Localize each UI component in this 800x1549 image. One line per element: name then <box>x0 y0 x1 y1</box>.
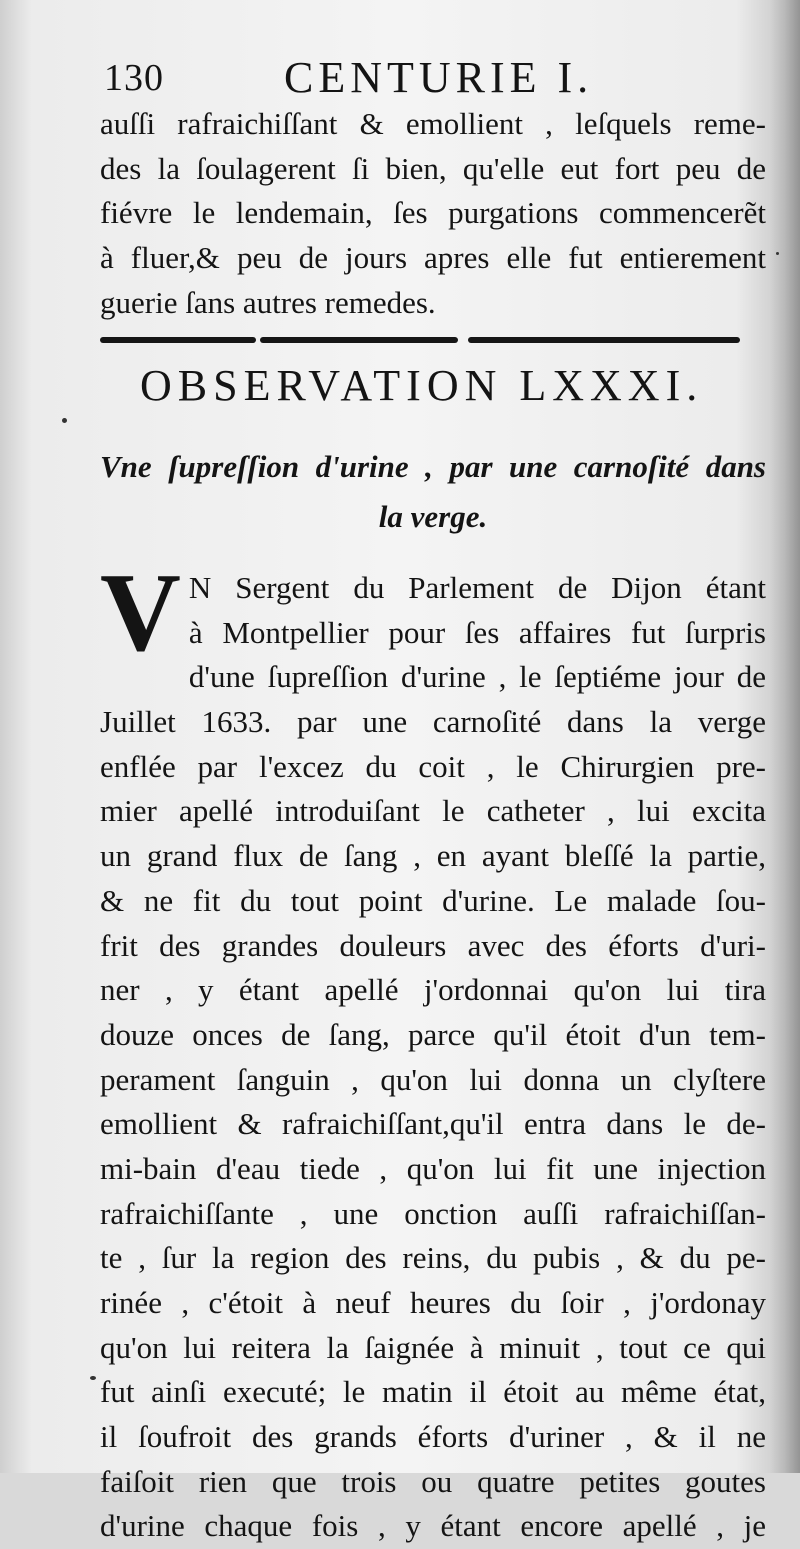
text-line: à Montpellier pour ſes affaires fut ſurpris <box>188 614 766 650</box>
page-header <box>104 52 744 104</box>
rule-segment <box>468 337 740 343</box>
text-line: d'une ſupreſſion d'urine , le ſeptiéme jour de <box>188 659 766 695</box>
text-line: des la ſoulagerent ſi bien, qu'elle eut fort peu de <box>100 150 766 186</box>
observation-body <box>100 551 766 1549</box>
ink-speck <box>776 252 779 255</box>
text-line: ner , y étant apellé j'ordonnai qu'on lui tira <box>100 972 766 1008</box>
text-line: & ne fit du tout point d'urine. Le malade ſou- <box>100 882 766 918</box>
text-line: mi-bain d'eau tiede , qu'on lui fit une injection <box>100 1150 766 1186</box>
text-line: rafraichiſſante , une onction auſſi rafraichiſſan- <box>100 1195 766 1231</box>
continuation-paragraph <box>100 102 766 325</box>
text-line: mier apellé introduiſant le catheter , lui excita <box>100 793 766 829</box>
observation-subtitle <box>100 442 766 542</box>
text-line: à fluer,& peu de jours apres elle fut entierement <box>100 240 766 276</box>
text-line: Juillet 1633. par une carnoſité dans la verge <box>100 704 766 740</box>
rule-segment <box>260 337 458 343</box>
text-line: te , ſur la region des reins, du pubis , & du pe- <box>100 1240 766 1276</box>
page-number: 130 <box>104 57 164 99</box>
text-line: rinée , c'étoit à neuf heures du ſoir , j'ordonay <box>100 1285 766 1320</box>
subtitle-line: Vne ſupreſſion d'urine , par une carnoſité dans <box>100 449 766 484</box>
text-line: frit des grandes douleurs avec des éforts d'uri- <box>100 927 766 963</box>
text-line: qu'on lui reitera la ſaignée à minuit , tout ce qui <box>100 1329 766 1365</box>
rule-segment <box>100 337 256 343</box>
text-line: emollient & rafraichiſſant,qu'il entra dans le de- <box>100 1106 766 1142</box>
text-line: douze onces de ſang, parce qu'il étoit d'un tem- <box>100 1016 766 1052</box>
running-head: CENTURIE I. <box>284 53 594 102</box>
text-line: fut ainſi executé; le matin il étoit au même état, <box>100 1374 766 1410</box>
page-gutter-shadow <box>770 0 800 1473</box>
ink-speck <box>90 1376 96 1380</box>
section-divider-rule <box>100 333 740 347</box>
ink-speck <box>62 418 67 423</box>
text-line: il ſoufroit des grands éforts d'uriner , & il ne <box>100 1419 766 1455</box>
drop-cap: V <box>100 551 181 675</box>
text-line: faiſoit rien que trois ou quatre petites goutes <box>100 1463 766 1499</box>
text-line: d'urine chaque fois , y étant encore apellé , je <box>100 1508 766 1544</box>
observation-title: OBSERVATION LXXXI. <box>140 361 704 410</box>
text-line: guerie ſans autres remedes. <box>100 284 436 320</box>
text-line: auſſi rafraichiſſant & emollient , leſquels reme- <box>100 106 766 141</box>
text-line: N Sergent du Parlement de Dijon étant <box>188 570 766 605</box>
text-line: fiévre le lendemain, ſes purgations commencerẽt <box>100 195 766 231</box>
text-line: un grand flux de ſang , en ayant bleſſé la partie, <box>100 838 766 874</box>
text-line: perament ſanguin , qu'on lui donna un clyſtere <box>100 1061 766 1097</box>
subtitle-line: la verge. <box>378 499 488 534</box>
text-line: enflée par l'excez du coit , le Chirurgien pre- <box>100 748 766 784</box>
